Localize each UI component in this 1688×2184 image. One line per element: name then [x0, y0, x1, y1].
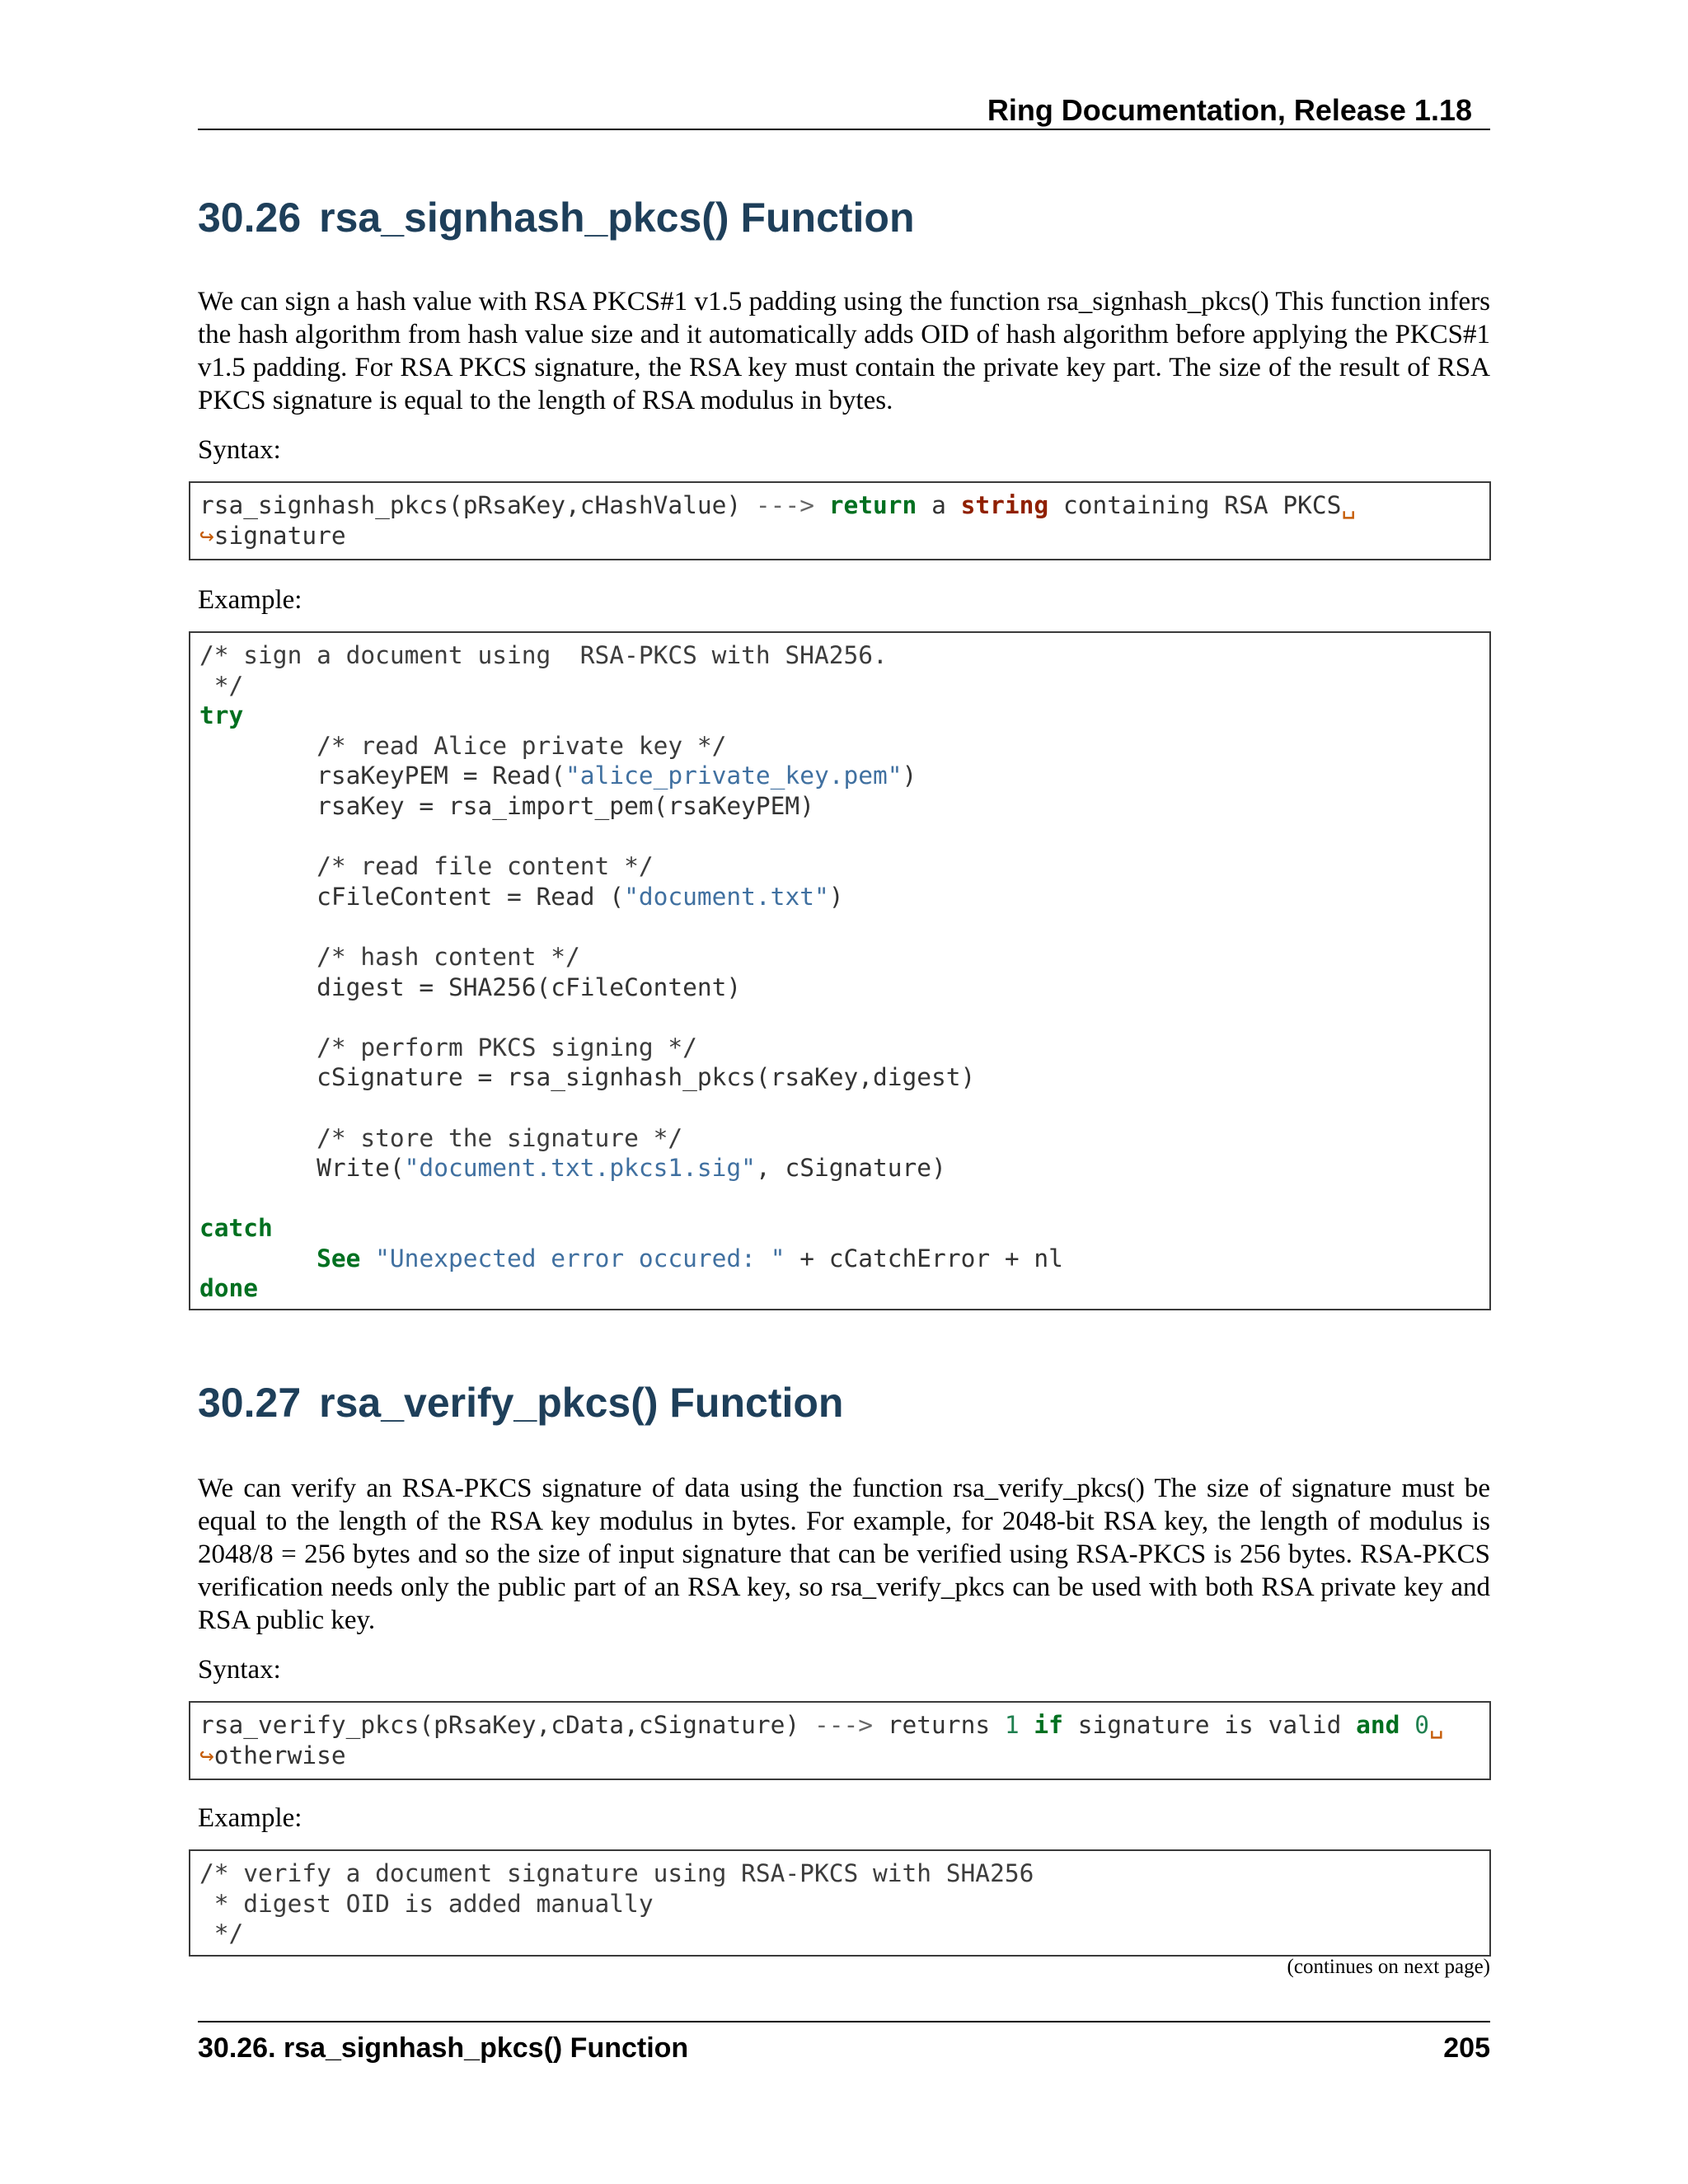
code-comment: * digest OID is added manually — [199, 1889, 654, 1918]
code-comment: /* sign a document using RSA-PKCS with SHA256. — [199, 641, 888, 669]
line-continuation-icon: ↪ — [199, 1741, 214, 1769]
code-string: "alice_private_key.pem" — [565, 762, 903, 790]
section-number: 30.26 — [198, 194, 302, 241]
code-text: cSignature = rsa_signhash_pkcs(rsaKey,digest) — [316, 1063, 976, 1092]
code-text: signature — [213, 521, 346, 550]
line-wrap-icon: ␣ — [1341, 491, 1357, 519]
line-continuation-icon: ↪ — [199, 521, 214, 550]
section-30-26-paragraph: We can sign a hash value with RSA PKCS#1 v1.5 padding using the function rsa_signhash_pkcs() This function infers the hash algorithm from hash value size and it automatically adds OID of hash algorithm before applying the PKCS#1 v1.5 padding. For RSA PKCS signature, the RSA key must contain the private key part. The size of the result of RSA PKCS signature is equal to the length of RSA modulus in bytes. — [198, 287, 1490, 415]
code-comment: /* read file content */ — [316, 852, 654, 881]
code-comment: /* perform PKCS signing */ — [316, 1033, 697, 1062]
code-text: rsa_signhash_pkcs(pRsaKey,cHashValue) — [199, 491, 742, 519]
continues-note: (continues on next page) — [1287, 1956, 1490, 1978]
line-wrap-icon: ␣ — [1428, 1711, 1444, 1739]
header-rule — [198, 129, 1490, 130]
syntax-label: Syntax: — [198, 435, 281, 465]
code-keyword: catch — [199, 1214, 273, 1243]
code-text: otherwise — [213, 1741, 346, 1769]
code-keyword-type: string — [960, 491, 1049, 519]
running-header-title: Ring Documentation, Release 1.18 — [987, 93, 1472, 127]
syntax-label: Syntax: — [198, 1655, 281, 1685]
code-keyword: return — [828, 491, 917, 519]
code-keyword: try — [199, 701, 244, 730]
footer-section-title: 30.26. rsa_signhash_pkcs() Function — [198, 2032, 689, 2064]
code-keyword: and — [1356, 1711, 1400, 1739]
code-text: digest = SHA256(cFileContent) — [316, 972, 742, 1001]
code-number: 0 — [1414, 1711, 1429, 1739]
code-comment: /* store the signature */ — [316, 1123, 683, 1152]
code-text: rsa_verify_pkcs(pRsaKey,cData,cSignature) — [199, 1711, 800, 1739]
syntax-code-block[interactable] — [189, 481, 1491, 560]
code-text: , cSignature) — [755, 1154, 946, 1183]
code-text: rsaKeyPEM = Read( — [316, 762, 566, 790]
code-text: ) — [828, 882, 844, 911]
example-code-block[interactable] — [189, 1849, 1491, 1957]
code-comment: */ — [199, 671, 244, 700]
code-text: + cCatchError + nl — [785, 1244, 1063, 1272]
section-heading-30-26 — [198, 193, 915, 242]
section-number: 30.27 — [198, 1380, 302, 1426]
example-code-block[interactable] — [189, 631, 1491, 1310]
code-operator: ---> — [755, 491, 814, 519]
code-comment: */ — [199, 1919, 244, 1948]
code-text: returns — [887, 1711, 991, 1739]
code-text: cFileContent = Read ( — [316, 882, 625, 911]
page-number: 205 — [1443, 2032, 1490, 2064]
code-text: signature is valid — [1077, 1711, 1342, 1739]
code-text: containing RSA PKCS — [1062, 491, 1342, 519]
code-string: "document.txt.pkcs1.sig" — [404, 1154, 756, 1183]
syntax-code-block[interactable] — [189, 1701, 1491, 1780]
code-comment: /* verify a document signature using RSA-PKCS with SHA256 — [199, 1859, 1034, 1887]
section-30-27-paragraph: We can verify an RSA-PKCS signature of data using the function rsa_verify_pkcs() The size of signature must be equal to the length of the RSA key modulus in bytes. For example, for 2048-bit RSA key, the length of modulus is 2048/8 = 256 bytes and so the size of input signature that can be verified using RSA-PKCS is 256 bytes. RSA-PKCS verification needs only the public part of an RSA key, so rsa_verify_pkcs can be used with both RSA private key and RSA public key. — [198, 1474, 1490, 1635]
section-heading-30-27 — [198, 1378, 843, 1427]
code-keyword: done — [199, 1274, 259, 1303]
code-text: a — [931, 491, 946, 519]
code-text: ) — [902, 762, 917, 790]
code-keyword: See — [316, 1244, 361, 1272]
example-label: Example: — [198, 1803, 302, 1833]
code-comment: /* hash content */ — [316, 942, 580, 971]
example-label: Example: — [198, 585, 302, 615]
code-string: "document.txt" — [624, 882, 829, 911]
code-text: Write( — [316, 1154, 405, 1183]
code-text: rsaKey = rsa_import_pem(rsaKeyPEM) — [316, 791, 814, 820]
code-operator: ---> — [814, 1711, 873, 1739]
footer-rule — [198, 2021, 1490, 2022]
code-string: "Unexpected error occured: " — [375, 1244, 785, 1272]
section-title-text: rsa_verify_pkcs() Function — [319, 1380, 844, 1426]
code-keyword: if — [1034, 1711, 1063, 1739]
code-number: 1 — [1004, 1711, 1020, 1739]
section-title-text: rsa_signhash_pkcs() Function — [319, 194, 915, 241]
code-comment: /* read Alice private key */ — [316, 731, 727, 760]
